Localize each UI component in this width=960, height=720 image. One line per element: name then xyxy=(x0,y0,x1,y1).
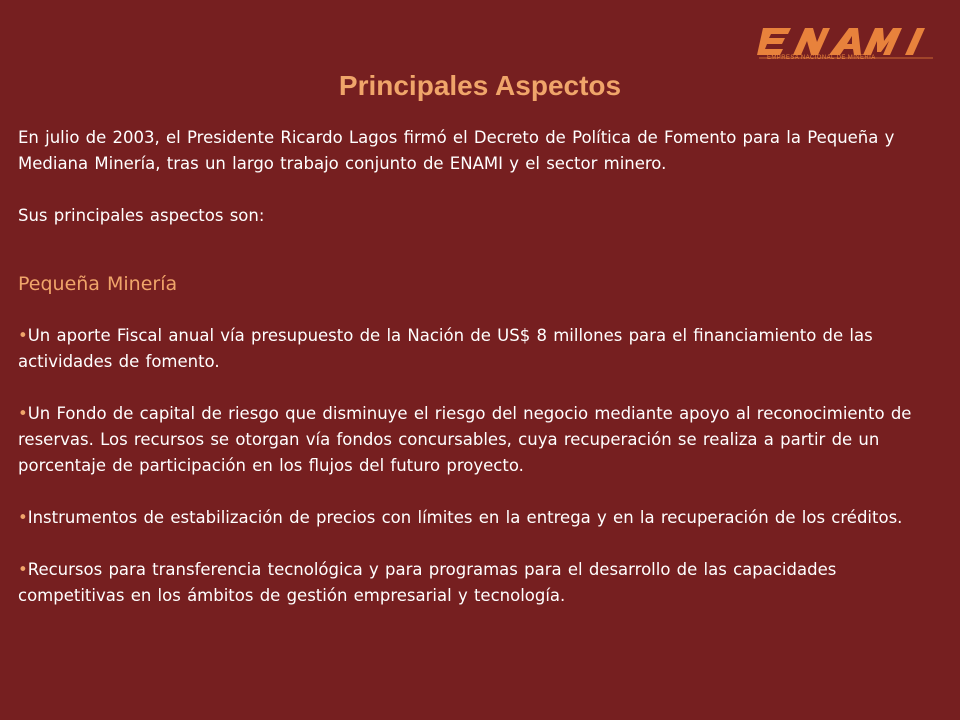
bullet-item-1 xyxy=(18,323,948,375)
section-heading: Pequeña Minería xyxy=(18,273,178,295)
bullet-marker: • xyxy=(18,508,28,527)
bullet-item-2 xyxy=(18,401,948,479)
bullet-text-3: Instrumentos de estabilización de precios con límites en la entrega y en la recuperación de los créditos. xyxy=(27,508,903,527)
enami-logo xyxy=(757,24,937,66)
logo-tagline: EMPRESA NACIONAL DE MINERÍA xyxy=(767,55,876,61)
bullet-item-4 xyxy=(18,557,948,609)
bullet-text-1: Un aporte Fiscal anual vía presupuesto de la Nación de US$ 8 millones para el financiamiento de las actividades de fomento. xyxy=(18,326,873,371)
bullet-text-2: Un Fondo de capital de riesgo que disminuye el riesgo del negocio mediante apoyo al reconocimiento de reservas. Los recursos se otorgan vía fondos concursables, cuya recuperación se realiza a partir de un porcentaje de participación en los flujos del futuro proyecto. xyxy=(18,404,912,475)
intro-paragraph: En julio de 2003, el Presidente Ricardo Lagos firmó el Decreto de Política de Fomento para la Pequeña y Mediana Minería, tras un largo trabajo conjunto de ENAMI y el sector minero. xyxy=(18,128,895,173)
bullet-item-3 xyxy=(18,505,948,531)
lead-paragraph: Sus principales aspectos son: xyxy=(18,206,265,225)
slide-body xyxy=(18,125,948,609)
bullet-text-4: Recursos para transferencia tecnológica y para programas para el desarrollo de las capacidades competitivas en los ámbitos de gestión empresarial y tecnología. xyxy=(18,560,837,605)
bullet-marker: • xyxy=(18,326,28,345)
bullet-marker: • xyxy=(18,404,28,423)
page-title: Principales Aspectos xyxy=(338,70,622,101)
bullet-marker: • xyxy=(18,560,28,579)
